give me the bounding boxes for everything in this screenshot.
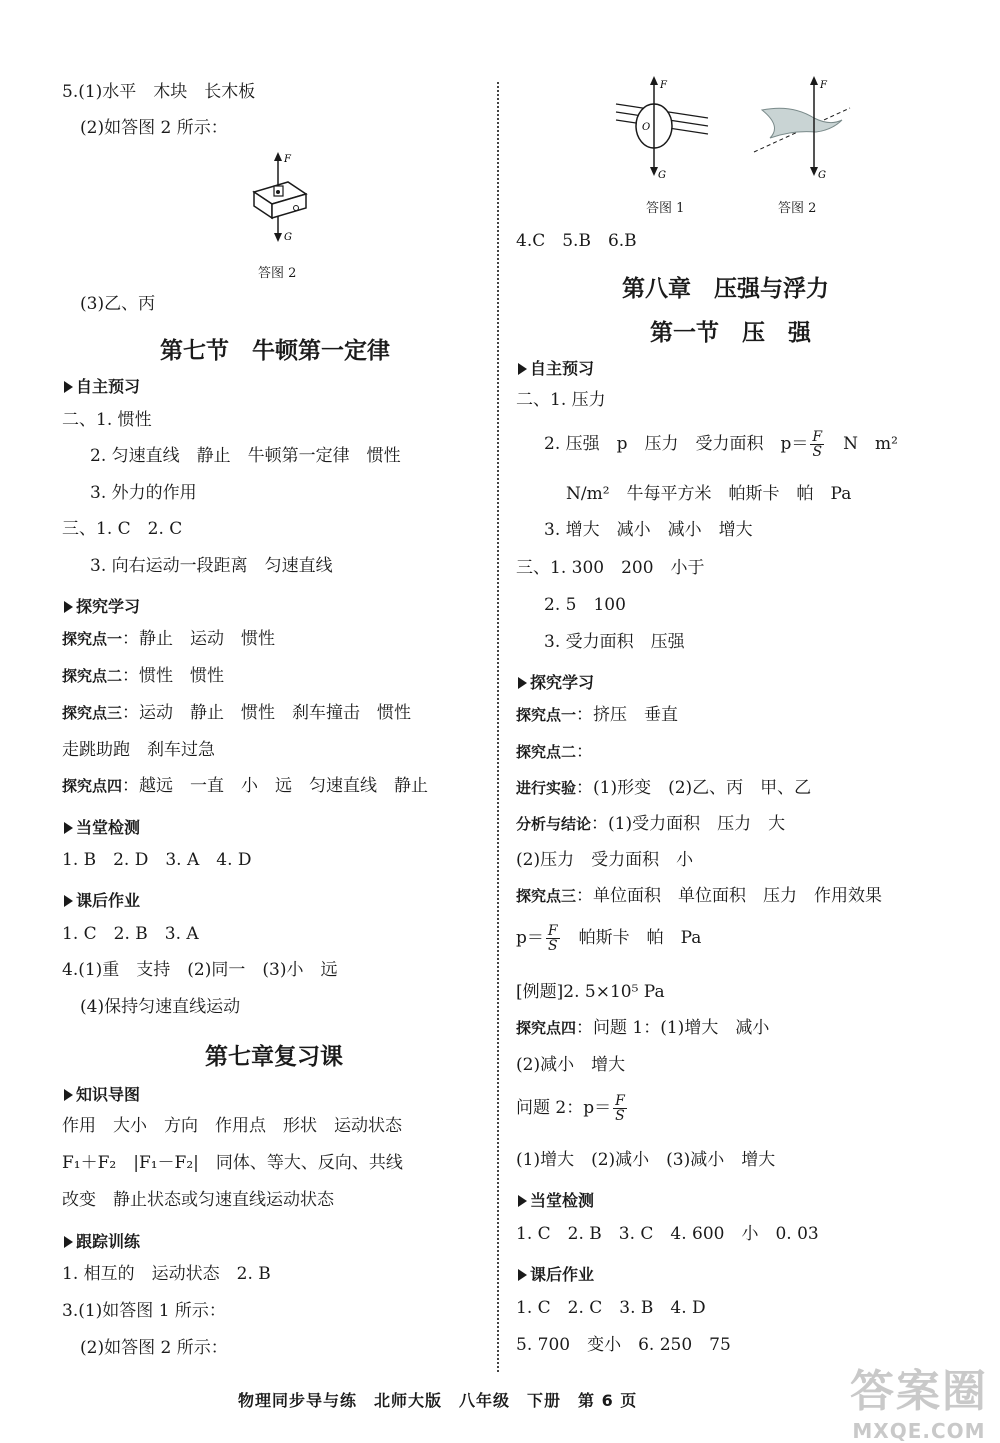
answer-5-3: (3)乙、丙 bbox=[80, 294, 156, 314]
homework-4b: (4)保持匀速直线运动 bbox=[80, 997, 241, 1017]
analysis-line-2: (2)压力 受力面积 小 bbox=[516, 850, 694, 870]
ball-on-string-figure bbox=[612, 74, 712, 186]
svg-text:F: F bbox=[820, 80, 827, 91]
triangle-bullet-icon bbox=[64, 381, 73, 393]
preview-3-3: 3. 向右运动一段距离 匀速直线 bbox=[90, 556, 333, 576]
explore-heading: 探究学习 bbox=[64, 594, 140, 617]
preview-2-2c-right: N/m² 牛每平方米 帕斯卡 帕 Pa bbox=[566, 484, 852, 504]
triangle-bullet-icon bbox=[64, 895, 73, 907]
svg-text:G: G bbox=[818, 170, 826, 181]
question-2-line: 问题 2：p＝ $\frac{F}{S}$ bbox=[516, 1093, 625, 1124]
mindmap-2: F₁＋F₂ |F₁－F₂| 同体、等大、反向、共线 bbox=[62, 1153, 403, 1173]
explore-point-1-right: 探究点一：挤压 垂直 bbox=[516, 705, 679, 725]
figure-1-caption: 答图 1 bbox=[646, 201, 685, 216]
tracking-1: 1. 相互的 运动状态 2. B bbox=[62, 1264, 271, 1284]
svg-text:G: G bbox=[284, 232, 292, 243]
answers-4-6: 4.C 5.B 6.B bbox=[516, 231, 637, 251]
explore-point-2: 探究点二：惯性 惯性 bbox=[62, 666, 225, 686]
answer-5-1: 5.(1)水平 木块 长木板 bbox=[62, 82, 256, 102]
pressure-fraction: $\frac{F}{S}$ bbox=[547, 923, 558, 954]
homework-1: 1. C 2. B 3. A bbox=[62, 924, 199, 944]
section-7-title: 第七节 牛顿第一定律 bbox=[160, 338, 390, 364]
triangle-bullet-icon bbox=[518, 677, 527, 689]
preview-2-2-right: 2. 压强 p 压力 受力面积 p＝ $\frac{F}{S}$ N m² bbox=[544, 429, 898, 460]
block-force-diagram bbox=[238, 148, 318, 248]
svg-text:G: G bbox=[658, 170, 666, 181]
preview-2-3-right: 3. 增大 减小 减小 增大 bbox=[544, 520, 753, 540]
pressure-formula-line: p＝ $\frac{F}{S}$ 帕斯卡 帕 Pa bbox=[516, 923, 702, 954]
preview-3-1-right: 三、1. 300 200 小于 bbox=[516, 558, 705, 578]
tracking-3b: (2)如答图 2 所示： bbox=[80, 1338, 228, 1358]
mindmap-1: 作用 大小 方向 作用点 形状 运动状态 bbox=[62, 1116, 402, 1136]
tracking-3: 3.(1)如答图 1 所示： bbox=[62, 1301, 226, 1321]
explore-point-3-right: 探究点三：单位面积 单位面积 压力 作用效果 bbox=[516, 886, 883, 906]
page-footer: 物理同步导与练 北师大版 八年级 下册 第 6 页 bbox=[238, 1391, 638, 1410]
triangle-bullet-icon bbox=[64, 1089, 73, 1101]
answer-5-2: (2)如答图 2 所示： bbox=[80, 118, 228, 138]
svg-text:O: O bbox=[642, 122, 651, 133]
preview-heading: 自主预习 bbox=[64, 374, 140, 397]
explore-point-1: 探究点一：静止 运动 惯性 bbox=[62, 629, 276, 649]
mindmap-3: 改变 静止状态或匀速直线运动状态 bbox=[62, 1190, 334, 1210]
explore-point-4: 探究点四：越远 一直 小 远 匀速直线 静止 bbox=[62, 776, 429, 796]
explore-point-2-right: 探究点二： bbox=[516, 742, 594, 762]
homework-heading-right: 课后作业 bbox=[518, 1262, 594, 1285]
homework-5-right: 5. 700 变小 6. 250 75 bbox=[516, 1335, 731, 1355]
svg-text:F: F bbox=[284, 154, 291, 165]
check-heading: 当堂检测 bbox=[64, 815, 140, 838]
review-title: 第七章复习课 bbox=[205, 1044, 343, 1070]
figure-2-caption: 答图 2 bbox=[778, 201, 817, 216]
homework-1-right: 1. C 2. C 3. B 4. D bbox=[516, 1298, 706, 1318]
column-divider bbox=[497, 82, 499, 1372]
preview-2-1: 二、1. 惯性 bbox=[62, 410, 152, 430]
example-line: [例题]2. 5×10⁵ Pa bbox=[516, 982, 665, 1002]
svg-text:F: F bbox=[660, 80, 667, 91]
preview-2-2: 2. 匀速直线 静止 牛顿第一定律 惯性 bbox=[90, 446, 401, 466]
pressure-fraction: $\frac{F}{S}$ bbox=[615, 1093, 625, 1124]
question-2-answers: (1)增大 (2)减小 (3)减小 增大 bbox=[516, 1150, 776, 1170]
watermark-logo: 答案圈 MXQE.COM bbox=[850, 1366, 988, 1443]
explore-point-3-cont: 走跳助跑 刹车过急 bbox=[62, 740, 215, 760]
figure-caption: 答图 2 bbox=[258, 266, 297, 281]
explore-point-4-line-2: (2)减小 增大 bbox=[516, 1055, 626, 1075]
triangle-bullet-icon bbox=[518, 1269, 527, 1281]
triangle-bullet-icon bbox=[518, 1195, 527, 1207]
preview-2-1-right: 二、1. 压力 bbox=[516, 390, 606, 410]
triangle-bullet-icon bbox=[518, 363, 527, 375]
homework-4: 4.(1)重 支持 (2)同一 (3)小 远 bbox=[62, 960, 338, 980]
triangle-bullet-icon bbox=[64, 822, 73, 834]
preview-3-1: 三、1. C 2. C bbox=[62, 519, 183, 539]
preview-3-2-right: 2. 5 100 bbox=[544, 595, 626, 615]
preview-heading-right: 自主预习 bbox=[518, 356, 594, 379]
mindmap-heading: 知识导图 bbox=[64, 1082, 140, 1105]
experiment-line: 进行实验：(1)形变 (2)乙、丙 甲、乙 bbox=[516, 778, 812, 798]
analysis-line: 分析与结论：(1)受力面积 压力 大 bbox=[516, 814, 786, 834]
chapter-8-title: 第八章 压强与浮力 bbox=[622, 276, 829, 302]
section-1-title: 第一节 压 强 bbox=[650, 320, 811, 346]
bird-force-figure bbox=[752, 74, 852, 186]
check-answers: 1. B 2. D 3. A 4. D bbox=[62, 850, 252, 870]
preview-2-3: 3. 外力的作用 bbox=[90, 483, 197, 503]
triangle-bullet-icon bbox=[64, 601, 73, 613]
homework-heading: 课后作业 bbox=[64, 888, 140, 911]
triangle-bullet-icon bbox=[64, 1236, 73, 1248]
explore-heading-right: 探究学习 bbox=[518, 670, 594, 693]
tracking-heading: 跟踪训练 bbox=[64, 1229, 140, 1252]
explore-point-3: 探究点三：运动 静止 惯性 刹车撞击 惯性 bbox=[62, 703, 412, 723]
preview-3-3-right: 3. 受力面积 压强 bbox=[544, 632, 685, 652]
check-answers-right: 1. C 2. B 3. C 4. 600 小 0. 03 bbox=[516, 1224, 819, 1244]
pressure-fraction: $\frac{F}{S}$ bbox=[812, 429, 823, 460]
explore-point-4-right: 探究点四：问题 1：(1)增大 减小 bbox=[516, 1018, 770, 1038]
check-heading-right: 当堂检测 bbox=[518, 1188, 594, 1211]
